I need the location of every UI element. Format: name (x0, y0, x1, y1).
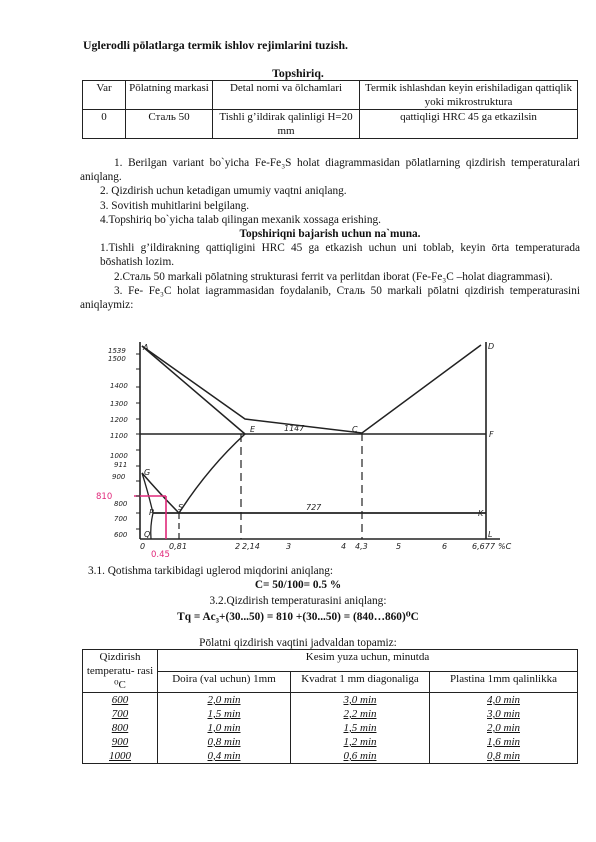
x-tick: 2 (235, 542, 241, 551)
calc-line-2: C= 50/100= 0.5 % (254, 579, 342, 591)
steps-block (80, 156, 580, 312)
point-label: C (352, 425, 358, 434)
square-times-column: 3,0 min 2,2 min 1,5 min 1,2 min 0,6 min (291, 693, 430, 764)
x-tick: 4 (341, 542, 347, 551)
y-tick: 900 (112, 473, 126, 481)
point-label: F (489, 430, 494, 439)
x-tick: 4,3 (355, 542, 368, 551)
marker-carbon-label: 0.45 (151, 550, 170, 558)
y-tick: 600 (114, 531, 128, 539)
y-tick: 1400 (110, 382, 128, 390)
cell-hardness: qattiqligi HRC 45 ga etkazilsin (360, 110, 578, 139)
point-label: A (143, 343, 149, 352)
x-tick: 0,8 (169, 542, 182, 551)
calc-line-3: 3.2.Qizdirish temperaturasini aniqlang: (209, 595, 387, 607)
y-tick: 1300 (110, 400, 128, 408)
task-table-row (83, 110, 578, 139)
x-tick: 5 (396, 542, 402, 551)
task-table-header-row (83, 81, 578, 110)
step-3: 3. Sovitish muhitlarini belgilang. (100, 199, 250, 212)
step-4: 4.Topshiriq bo`yicha talab qilingan mexanik xossaga erishing. (100, 213, 381, 226)
point-label: L (488, 530, 493, 539)
task-table (82, 80, 578, 139)
example-para-3: 3. Fe- Fe₃C holat iagrammasidan foydalanib, Сталь 50 markali pōlatni qizdirish temperaturasini aniqlaymiz: (80, 284, 580, 312)
plate-times-column: 4,0 min 3,0 min 2,0 min 1,6 min 0,8 min (430, 693, 578, 764)
header-part-name: Detal nomi va ōlchamlari (213, 81, 360, 110)
y-tick: 1200 (110, 416, 128, 424)
y-tick: 1100 (110, 432, 128, 440)
calc-line-1: 3.1. Qotishma tarkibidagi uglerod miqdorini aniqlang: (88, 565, 334, 577)
subheader-square: Kvadrat 1 mm diagonaliga (291, 671, 430, 693)
subheader-plate: Plastina 1mm qalinlikka (430, 671, 578, 693)
x-tick: 7 (490, 542, 496, 551)
page-title: Uglerodli pōlatlarga termik ishlov rejimlarini tuzish. (83, 38, 348, 52)
x-tick: 0 (140, 542, 146, 551)
heating-time-table (82, 649, 578, 764)
line-label: 727 (306, 503, 322, 512)
y-tick: 800 (114, 500, 128, 508)
y-tick: 911 (114, 461, 128, 469)
point-label: Q (144, 530, 151, 539)
point-label: S (178, 503, 184, 512)
example-para-2: 2.Сталь 50 markali pōlatning strukturasi ferrit va perlitdan iborat (Fe-Fe₃C –holat diagrammasi). (114, 270, 553, 283)
x-tick: 2,14 (242, 542, 260, 551)
time-table-header-row (83, 650, 578, 672)
round-times-column: 2,0 min 1,5 min 1,0 min 0,8 min 0,4 min (158, 693, 291, 764)
point-label: D (488, 342, 495, 351)
y-tick: 700 (114, 515, 128, 523)
cell-steel-grade: Сталь 50 (126, 110, 213, 139)
header-cross-section: Kesim yuza uchun, minutda (158, 650, 578, 672)
time-table-subheader-row (83, 671, 578, 693)
fe-fe3c-diagram (96, 336, 516, 558)
example-heading: Topshiriqni bajarish uchun na`muna. (239, 228, 421, 241)
calc-line-4: Tq = Ac₃+(30...50) = 810 +(30...50) = (840…860)⁰C (177, 611, 419, 623)
header-var: Var (83, 81, 126, 110)
marker-temp-label: 810 (96, 492, 113, 502)
point-label: P (149, 508, 154, 517)
table-row (83, 693, 578, 764)
header-hardness: Termik ishlashdan keyin erishiladigan qattiqlik yoki mikrostruktura (360, 81, 578, 110)
task-heading: Topshiriq. (272, 66, 324, 80)
y-tick: 1500 (108, 355, 126, 363)
line-label: 1147 (284, 424, 305, 433)
example-para-1: 1.Tishli g’ildirakning qattiqligini HRC 45 ga etkazish uchun uni toblab, keyin ōrta temperaturada bōshatish lozim. (100, 242, 580, 269)
temps-column: 600 700 800 900 1000 (83, 693, 158, 764)
x-tick: 6 (442, 542, 448, 551)
point-label: G (144, 468, 151, 477)
x-tick: 6,67 (472, 542, 490, 551)
step-1: 1. Berilgan variant bo`yicha Fe-Fe₃S holat diagrammasidan pōlatlarning qizdirish temperaturalari aniqlang. (80, 157, 580, 184)
x-tick: 1 (182, 542, 188, 551)
point-label: E (250, 425, 256, 434)
header-temperature: Qizdirish temperatu- rasi ⁰C (83, 650, 158, 693)
header-steel-grade: Pōlatning markasi (126, 81, 213, 110)
x-tick: 3 (286, 542, 292, 551)
point-label: K (478, 509, 484, 518)
subheader-round: Doira (val uchun) 1mm (158, 671, 291, 693)
step-2: 2. Qizdirish uchun ketadigan umumiy vaqtni aniqlang. (100, 185, 347, 198)
y-tick: 1539 (108, 347, 126, 355)
x-unit: %C (498, 542, 512, 551)
cell-part-name: Tishli g’ildirak qalinligi H=20 mm (213, 110, 360, 139)
y-tick: 1000 (110, 452, 128, 460)
cell-var: 0 (83, 110, 126, 139)
calc-line-5: Pōlatni qizdirish vaqtini jadvaldan topamiz: (199, 637, 397, 649)
